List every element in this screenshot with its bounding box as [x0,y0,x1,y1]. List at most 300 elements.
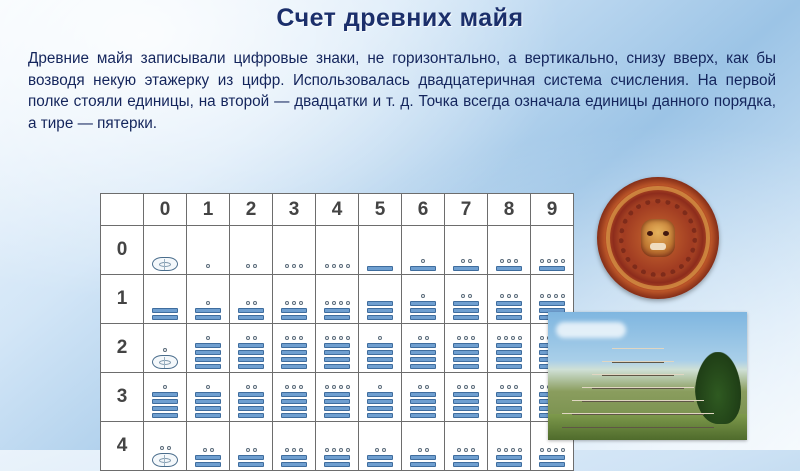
unit-dot-icon [339,385,343,389]
dot-group [246,261,257,270]
numerals-grid [100,193,574,471]
column-header-0: 0 [144,194,187,226]
unit-dot-icon [253,336,257,340]
table-header-row [101,194,574,226]
dot-group [421,256,425,265]
mayan-numerals-table [100,193,574,471]
bar-group [453,266,479,271]
numeral-cell-45 [359,422,402,471]
unit-dot-icon [160,446,164,450]
five-bar-icon [496,399,522,404]
unit-dot-icon [346,385,350,389]
five-bar-icon [367,406,393,411]
bar-group [496,266,522,271]
unit-dot-icon [540,294,544,298]
five-bar-icon [410,413,436,418]
bar-group [496,343,522,369]
numeral-cell-15 [359,275,402,324]
unit-dot-icon [285,336,289,340]
unit-dot-icon [457,336,461,340]
unit-dot-icon [421,259,425,263]
unit-dot-icon [547,259,551,263]
unit-dot-icon [206,264,210,268]
five-bar-icon [238,364,264,369]
mayan-glyph-21 [187,326,229,370]
numeral-cell-43 [273,422,316,471]
mayan-glyph-35 [359,375,401,419]
bar-group [367,301,393,320]
bar-group [496,455,522,467]
bar-group [453,392,479,418]
five-bar-icon [238,399,264,404]
unit-dot-icon [418,385,422,389]
five-bar-icon [496,455,522,460]
column-header-9: 9 [531,194,574,226]
five-bar-icon [410,462,436,467]
pyramid-photo [548,312,747,440]
five-bar-icon [453,315,479,320]
unit-dot-icon [554,294,558,298]
numeral-cell-8 [488,226,531,275]
numeral-cell-32 [230,373,273,422]
table-row [101,324,574,373]
column-header-5: 5 [359,194,402,226]
five-bar-icon [152,392,178,397]
column-header-7: 7 [445,194,488,226]
mayan-glyph-26 [402,326,444,370]
five-bar-icon [410,350,436,355]
mayan-glyph-16 [402,277,444,321]
five-bar-icon [195,406,221,411]
bar-group [367,266,393,271]
row-header-1: 1 [101,275,144,324]
stone-face-eye-right [663,231,669,236]
bar-group [410,455,436,467]
stone-face-mouth [650,243,666,250]
bar-group [195,392,221,418]
dot-group [206,333,210,342]
five-bar-icon [281,308,307,313]
numeral-cell-27 [445,324,488,373]
five-bar-icon [539,266,565,271]
numeral-cell-3 [273,226,316,275]
numeral-cell-13 [273,275,316,324]
five-bar-icon [238,315,264,320]
pyramid-step [562,413,714,428]
five-bar-icon [195,462,221,467]
unit-dot-icon [285,385,289,389]
dot-group [418,382,429,391]
mayan-glyph-27 [445,326,487,370]
bar-group [453,343,479,369]
numeral-cell-9 [531,226,574,275]
unit-dot-icon [346,264,350,268]
dot-group [206,382,210,391]
bar-group [281,392,307,418]
dot-group [285,382,303,391]
column-header-1: 1 [187,194,230,226]
unit-dot-icon [547,294,551,298]
five-bar-icon [152,406,178,411]
unit-dot-icon [206,336,210,340]
five-bar-icon [324,343,350,348]
table-row [101,422,574,471]
numeral-cell-42 [230,422,273,471]
bar-group [453,301,479,320]
mayan-glyph-13 [273,277,315,321]
five-bar-icon [453,266,479,271]
five-bar-icon [410,399,436,404]
unit-dot-icon [253,385,257,389]
five-bar-icon [281,364,307,369]
numeral-cell-36 [402,373,445,422]
unit-dot-icon [292,301,296,305]
five-bar-icon [496,406,522,411]
mayan-glyph-9 [531,228,573,272]
five-bar-icon [195,399,221,404]
unit-dot-icon [418,336,422,340]
unit-dot-icon [561,294,565,298]
unit-dot-icon [378,385,382,389]
dot-group [163,345,167,354]
mayan-glyph-5 [359,228,401,272]
unit-dot-icon [497,336,501,340]
five-bar-icon [152,315,178,320]
mayan-glyph-43 [273,424,315,468]
row-header-2: 2 [101,324,144,373]
unit-dot-icon [471,385,475,389]
numeral-cell-31 [187,373,230,422]
five-bar-icon [324,364,350,369]
dot-group [285,261,303,270]
zero-shell-icon [152,257,178,271]
dot-group [285,298,303,307]
dot-group [500,291,518,300]
five-bar-icon [367,315,393,320]
bar-group [496,301,522,320]
five-bar-icon [238,462,264,467]
bar-group [410,301,436,320]
five-bar-icon [324,357,350,362]
unit-dot-icon [378,336,382,340]
five-bar-icon [324,308,350,313]
dot-group [325,382,350,391]
five-bar-icon [367,399,393,404]
five-bar-icon [367,413,393,418]
five-bar-icon [496,413,522,418]
five-bar-icon [367,364,393,369]
numeral-cell-1 [187,226,230,275]
mayan-glyph-7 [445,228,487,272]
five-bar-icon [281,455,307,460]
unit-dot-icon [206,385,210,389]
five-bar-icon [195,308,221,313]
unit-dot-icon [253,264,257,268]
five-bar-icon [152,399,178,404]
five-bar-icon [281,413,307,418]
five-bar-icon [281,315,307,320]
bar-group [324,392,350,418]
five-bar-icon [367,343,393,348]
five-bar-icon [496,343,522,348]
unit-dot-icon [325,264,329,268]
unit-dot-icon [292,264,296,268]
bar-group [195,343,221,369]
numeral-cell-41 [187,422,230,471]
five-bar-icon [195,455,221,460]
mayan-glyph-20 [144,326,186,370]
five-bar-icon [324,413,350,418]
five-bar-icon [453,350,479,355]
bar-group [281,343,307,369]
unit-dot-icon [325,301,329,305]
five-bar-icon [195,357,221,362]
five-bar-icon [496,301,522,306]
numeral-cell-38 [488,373,531,422]
five-bar-icon [152,308,178,313]
mayan-glyph-17 [445,277,487,321]
dot-group [500,256,518,265]
five-bar-icon [281,357,307,362]
bar-group [238,343,264,369]
stone-face-eye-left [647,231,653,236]
bar-group [367,455,393,467]
five-bar-icon [410,343,436,348]
numeral-cell-16 [402,275,445,324]
dot-group [246,382,257,391]
unit-dot-icon [332,264,336,268]
numeral-cell-5 [359,226,402,275]
mayan-glyph-44 [316,424,358,468]
dot-group [246,298,257,307]
unit-dot-icon [461,259,465,263]
unit-dot-icon [325,385,329,389]
unit-dot-icon [425,385,429,389]
five-bar-icon [238,413,264,418]
five-bar-icon [238,343,264,348]
dot-group [540,291,565,300]
five-bar-icon [367,455,393,460]
row-header-4: 4 [101,422,144,471]
unit-dot-icon [332,336,336,340]
five-bar-icon [453,455,479,460]
dot-group [246,333,257,342]
five-bar-icon [195,350,221,355]
bar-group [324,308,350,320]
five-bar-icon [410,406,436,411]
bar-group [195,308,221,320]
mayan-glyph-32 [230,375,272,419]
five-bar-icon [410,364,436,369]
dot-group [325,261,350,270]
unit-dot-icon [163,385,167,389]
five-bar-icon [195,364,221,369]
mayan-glyph-42 [230,424,272,468]
unit-dot-icon [457,385,461,389]
five-bar-icon [238,357,264,362]
unit-dot-icon [514,259,518,263]
unit-dot-icon [332,301,336,305]
numeral-cell-46 [402,422,445,471]
five-bar-icon [496,462,522,467]
bar-group [496,392,522,418]
dot-group [206,261,210,270]
bar-group [324,343,350,369]
unit-dot-icon [540,259,544,263]
five-bar-icon [410,392,436,397]
five-bar-icon [324,455,350,460]
dot-group [206,298,210,307]
numeral-cell-23 [273,324,316,373]
unit-dot-icon [346,336,350,340]
mayan-glyph-25 [359,326,401,370]
five-bar-icon [453,406,479,411]
numeral-cell-26 [402,324,445,373]
numeral-cell-20 [144,324,187,373]
five-bar-icon [496,350,522,355]
unit-dot-icon [299,385,303,389]
dot-group [500,382,518,391]
unit-dot-icon [561,259,565,263]
mayan-glyph-23 [273,326,315,370]
row-header-0: 0 [101,226,144,275]
five-bar-icon [410,357,436,362]
bar-group [367,392,393,418]
numeral-cell-48 [488,422,531,471]
unit-dot-icon [425,336,429,340]
mayan-glyph-48 [488,424,530,468]
mayan-glyph-2 [230,228,272,272]
unit-dot-icon [339,264,343,268]
column-header-4: 4 [316,194,359,226]
five-bar-icon [496,392,522,397]
five-bar-icon [324,315,350,320]
numeral-cell-12 [230,275,273,324]
page-title: Счет древних майя [276,4,524,32]
numeral-cell-24 [316,324,359,373]
unit-dot-icon [346,301,350,305]
mayan-glyph-8 [488,228,530,272]
numeral-cell-7 [445,226,488,275]
mayan-glyph-38 [488,375,530,419]
bar-group [453,455,479,467]
five-bar-icon [496,315,522,320]
dot-group [457,333,475,342]
unit-dot-icon [332,385,336,389]
five-bar-icon [539,462,565,467]
five-bar-icon [281,406,307,411]
unit-dot-icon [540,336,544,340]
five-bar-icon [453,413,479,418]
slide-paragraph: Древние майя записывали цифровые знаки, не горизонтально, а вертикально, снизу вверх, как бы возводя некую этажерку из цифр. Использовалась двадцатеричная система счисления. На первой полке стояли единицы, на второй — двадцатки и т. д. Точка всегда означала единицы данного порядка, а тире — пятерки. [28,50,776,133]
unit-dot-icon [339,336,343,340]
unit-dot-icon [461,294,465,298]
numeral-cell-4 [316,226,359,275]
five-bar-icon [453,364,479,369]
numeral-cell-14 [316,275,359,324]
table-row [101,226,574,275]
mayan-glyph-6 [402,228,444,272]
five-bar-icon [195,315,221,320]
bar-group [238,455,264,467]
five-bar-icon [195,392,221,397]
unit-dot-icon [540,385,544,389]
five-bar-icon [238,350,264,355]
bar-group [539,455,565,467]
five-bar-icon [367,392,393,397]
five-bar-icon [195,343,221,348]
mayan-glyph-18 [488,277,530,321]
five-bar-icon [238,392,264,397]
bar-group [238,392,264,418]
five-bar-icon [238,308,264,313]
unit-dot-icon [299,301,303,305]
zero-shell-icon [152,453,178,467]
five-bar-icon [324,462,350,467]
unit-dot-icon [253,301,257,305]
unit-dot-icon [511,336,515,340]
dot-group [497,333,522,342]
five-bar-icon [453,343,479,348]
mayan-glyph-10 [144,277,186,321]
five-bar-icon [410,455,436,460]
numeral-cell-47 [445,422,488,471]
unit-dot-icon [500,294,504,298]
unit-dot-icon [500,259,504,263]
numeral-cell-44 [316,422,359,471]
unit-dot-icon [464,385,468,389]
table-row [101,373,574,422]
bar-group [195,455,221,467]
unit-dot-icon [514,294,518,298]
five-bar-icon [496,308,522,313]
five-bar-icon [195,413,221,418]
bar-group [410,343,436,369]
mayan-glyph-1 [187,228,229,272]
five-bar-icon [496,357,522,362]
five-bar-icon [238,455,264,460]
bar-group [238,308,264,320]
unit-dot-icon [500,385,504,389]
column-header-6: 6 [402,194,445,226]
bar-group [152,308,178,320]
five-bar-icon [367,308,393,313]
mayan-glyph-34 [316,375,358,419]
unit-dot-icon [285,301,289,305]
unit-dot-icon [468,294,472,298]
mayan-glyph-33 [273,375,315,419]
dot-group [457,382,475,391]
numeral-cell-6 [402,226,445,275]
five-bar-icon [367,350,393,355]
bar-group [281,308,307,320]
bar-group [281,455,307,467]
mayan-glyph-37 [445,375,487,419]
unit-dot-icon [554,259,558,263]
mayan-glyph-41 [187,424,229,468]
numeral-cell-34 [316,373,359,422]
table-corner-cell [101,194,144,226]
numeral-cell-33 [273,373,316,422]
unit-dot-icon [163,348,167,352]
five-bar-icon [324,399,350,404]
unit-dot-icon [285,264,289,268]
unit-dot-icon [518,336,522,340]
mayan-glyph-40 [144,424,186,468]
numeral-cell-30 [144,373,187,422]
five-bar-icon [410,266,436,271]
bar-group [539,266,565,271]
